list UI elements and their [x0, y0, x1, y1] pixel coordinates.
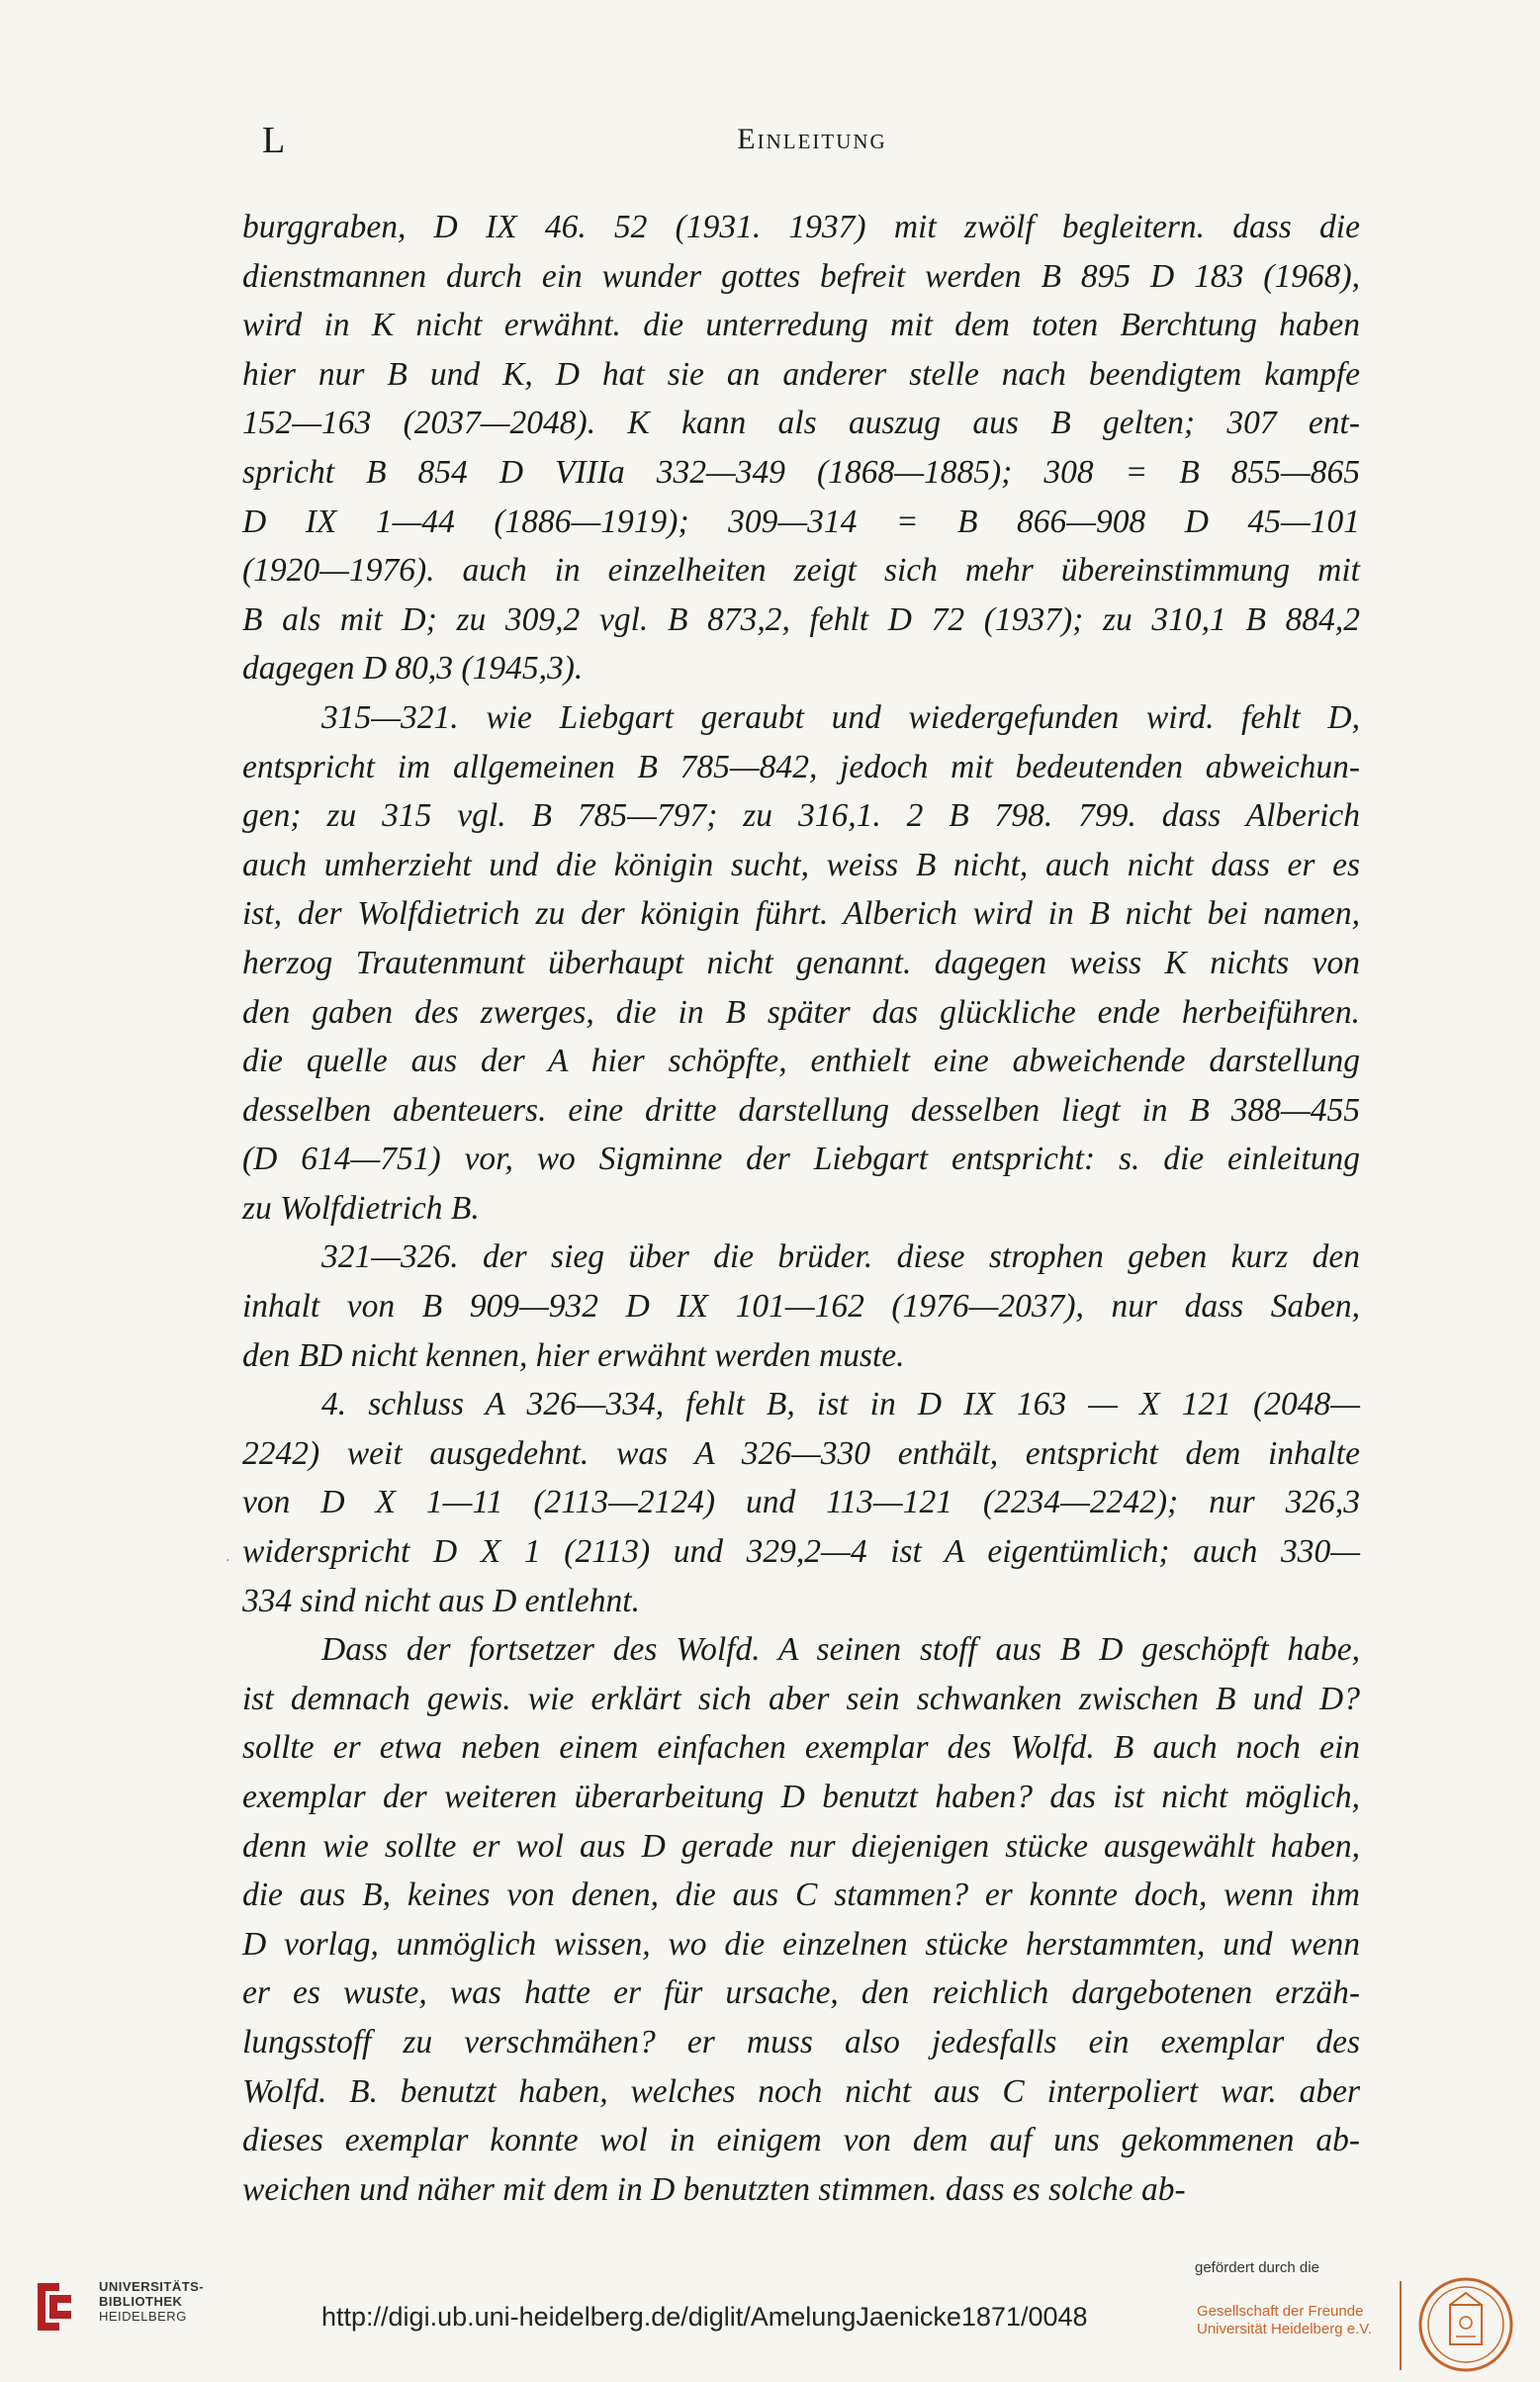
library-line-1: UNIVERSITÄTS- — [99, 2279, 205, 2294]
text-line: 334 sind nicht aus D entlehnt. — [242, 1582, 640, 1619]
text-line: die aus B, keines von denen, die aus C stammen? er konnte doch, wenn ihm — [242, 1877, 1360, 1914]
text-line: ist, der Wolfdietrich zu der königin führt. Alberich wird in B nicht bei namen, — [242, 895, 1360, 933]
text-line: entspricht im allgemeinen B 785—842, jedoch mit bedeutenden abweichun- — [242, 748, 1360, 785]
text-line: 152—163 (2037—2048). K kann als auszug aus B gelten; 307 ent- — [242, 405, 1360, 442]
text-line: dienstmannen durch ein wunder gottes befreit werden B 895 D 183 (1968), — [242, 257, 1360, 295]
text-line: (D 614—751) vor, wo Sigminne der Liebgart entspricht: s. die einleitung — [242, 1141, 1360, 1178]
text-line: zu Wolfdietrich B. — [242, 1189, 480, 1227]
text-line: exemplar der weiteren überarbeitung D benutzt haben? das ist nicht möglich, — [242, 1779, 1360, 1815]
text-line: D vorlag, unmöglich wissen, wo die einzelnen stücke herstammten, und wenn — [242, 1925, 1360, 1963]
footer-divider — [1400, 2281, 1402, 2370]
body-text — [242, 203, 1360, 2214]
university-seal-icon — [1416, 2275, 1515, 2374]
text-line: B als mit D; zu 309,2 vgl. B 873,2, fehlt D 72 (1937); zu 310,1 B 884,2 — [242, 600, 1360, 638]
society-line-2: Universität Heidelberg e.V. — [1197, 2321, 1373, 2337]
text-line: 315—321. wie Liebgart geraubt und wiedergefunden wird. fehlt D, — [321, 698, 1360, 736]
text-line: ist demnach gewis. wie erklärt sich aber sein schwanken zwischen B und D? — [242, 1680, 1360, 1717]
paragraph — [242, 1233, 1360, 1380]
text-line: Wolfd. B. benutzt haben, welches noch nicht aus C interpoliert war. aber — [242, 2072, 1360, 2110]
paragraph — [242, 203, 1360, 693]
permalink-url[interactable]: http://digi.ub.uni-heidelberg.de/diglit/AmelungJaenicke1871/0048 — [321, 2302, 1088, 2332]
text-line: auch umherzieht und die königin sucht, weiss B nicht, auch nicht dass er es — [242, 846, 1360, 883]
paragraph — [242, 1625, 1360, 2214]
text-line: 4. schluss A 326—334, fehlt B, ist in D IX 163 — X 121 (2048— — [321, 1386, 1360, 1423]
text-line: burggraben, D IX 46. 52 (1931. 1937) mit zwölf begleitern. dass die — [242, 209, 1360, 245]
society-line-1: Gesellschaft der Freunde — [1197, 2303, 1364, 2320]
paragraph — [242, 693, 1360, 1234]
page-number: L — [262, 120, 287, 161]
text-line: (1920—1976). auch in einzelheiten zeigt sich mehr übereinstimmung mit — [242, 552, 1360, 590]
text-line: hier nur B und K, D hat sie an anderer stelle nach beendigtem kampfe — [242, 355, 1360, 393]
text-line: sollte er etwa neben einem einfachen exemplar des Wolfd. B auch noch ein — [242, 1729, 1360, 1767]
library-line-2: BIBLIOTHEK — [99, 2294, 183, 2309]
text-line: gen; zu 315 vgl. B 785—797; zu 316,1. 2 B 798. 799. dass Alberich — [242, 797, 1360, 835]
library-name — [99, 2279, 204, 2324]
text-line: herzog Trautenmunt überhaupt nicht genannt. dagegen weiss K nichts von — [242, 944, 1360, 981]
text-line: Dass der fortsetzer des Wolfd. A seinen stoff aus B D geschöpft habe, — [321, 1631, 1360, 1669]
page-footer — [0, 2245, 1540, 2382]
text-line: dieses exemplar konnte wol in einigem von dem auf uns gekommenen ab- — [242, 2122, 1360, 2159]
page-header — [262, 119, 1362, 178]
library-logo-icon — [30, 2277, 89, 2336]
paragraph — [242, 1380, 1360, 1625]
text-line: weichen und näher mit dem in D benutzten stimmen. dass es solche ab- — [242, 2170, 1186, 2208]
text-line: denn wie sollte er wol aus D gerade nur diejenigen stücke ausgewählt haben, — [242, 1827, 1360, 1865]
text-line: dagegen D 80,3 (1945,3). — [242, 650, 584, 687]
margin-mark: · — [226, 1553, 230, 1569]
text-line: den gaben des zwerges, die in B später das glückliche ende herbeiführen. — [242, 993, 1360, 1031]
text-line: 321—326. der sieg über die brüder. diese strophen geben kurz den — [321, 1238, 1360, 1276]
text-line: desselben abenteuers. eine dritte darstellung desselben liegt in B 388—455 — [242, 1091, 1360, 1129]
text-line: den BD nicht kennen, hier erwähnt werden muste. — [242, 1336, 905, 1374]
funded-by-label: gefördert durch die — [1195, 2259, 1319, 2276]
text-line: die quelle aus der A hier schöpfte, enthielt eine abweichende darstellung — [242, 1043, 1360, 1080]
text-line: inhalt von B 909—932 D IX 101—162 (1976—2037), nur dass Saben, — [242, 1288, 1360, 1326]
text-line: von D X 1—11 (2113—2124) und 113—121 (2234—2242); nur 326,3 — [242, 1484, 1360, 1521]
text-line: widerspricht D X 1 (2113) und 329,2—4 ist A eigentümlich; auch 330— — [242, 1533, 1360, 1571]
text-line: 2242) weit ausgedehnt. was A 326—330 enthält, entspricht dem inhalte — [242, 1434, 1360, 1472]
library-line-3: HEIDELBERG — [99, 2309, 187, 2324]
text-line: lungsstoff zu verschmähen? er muss also jedesfalls ein exemplar des — [242, 2023, 1360, 2061]
text-line: er es wuste, was hatte er für ursache, den reichlich dargebotenen erzäh- — [242, 1974, 1360, 2012]
society-name — [1197, 2303, 1372, 2338]
text-line: spricht B 854 D VIIIa 332—349 (1868—1885); 308 = B 855—865 — [242, 453, 1360, 491]
text-line: wird in K nicht erwähnt. die unterredung mit dem toten Berchtung haben — [242, 307, 1360, 344]
text-line: D IX 1—44 (1886—1919); 309—314 = B 866—908 D 45—101 — [242, 503, 1360, 540]
running-title: Einleitung — [737, 123, 887, 155]
